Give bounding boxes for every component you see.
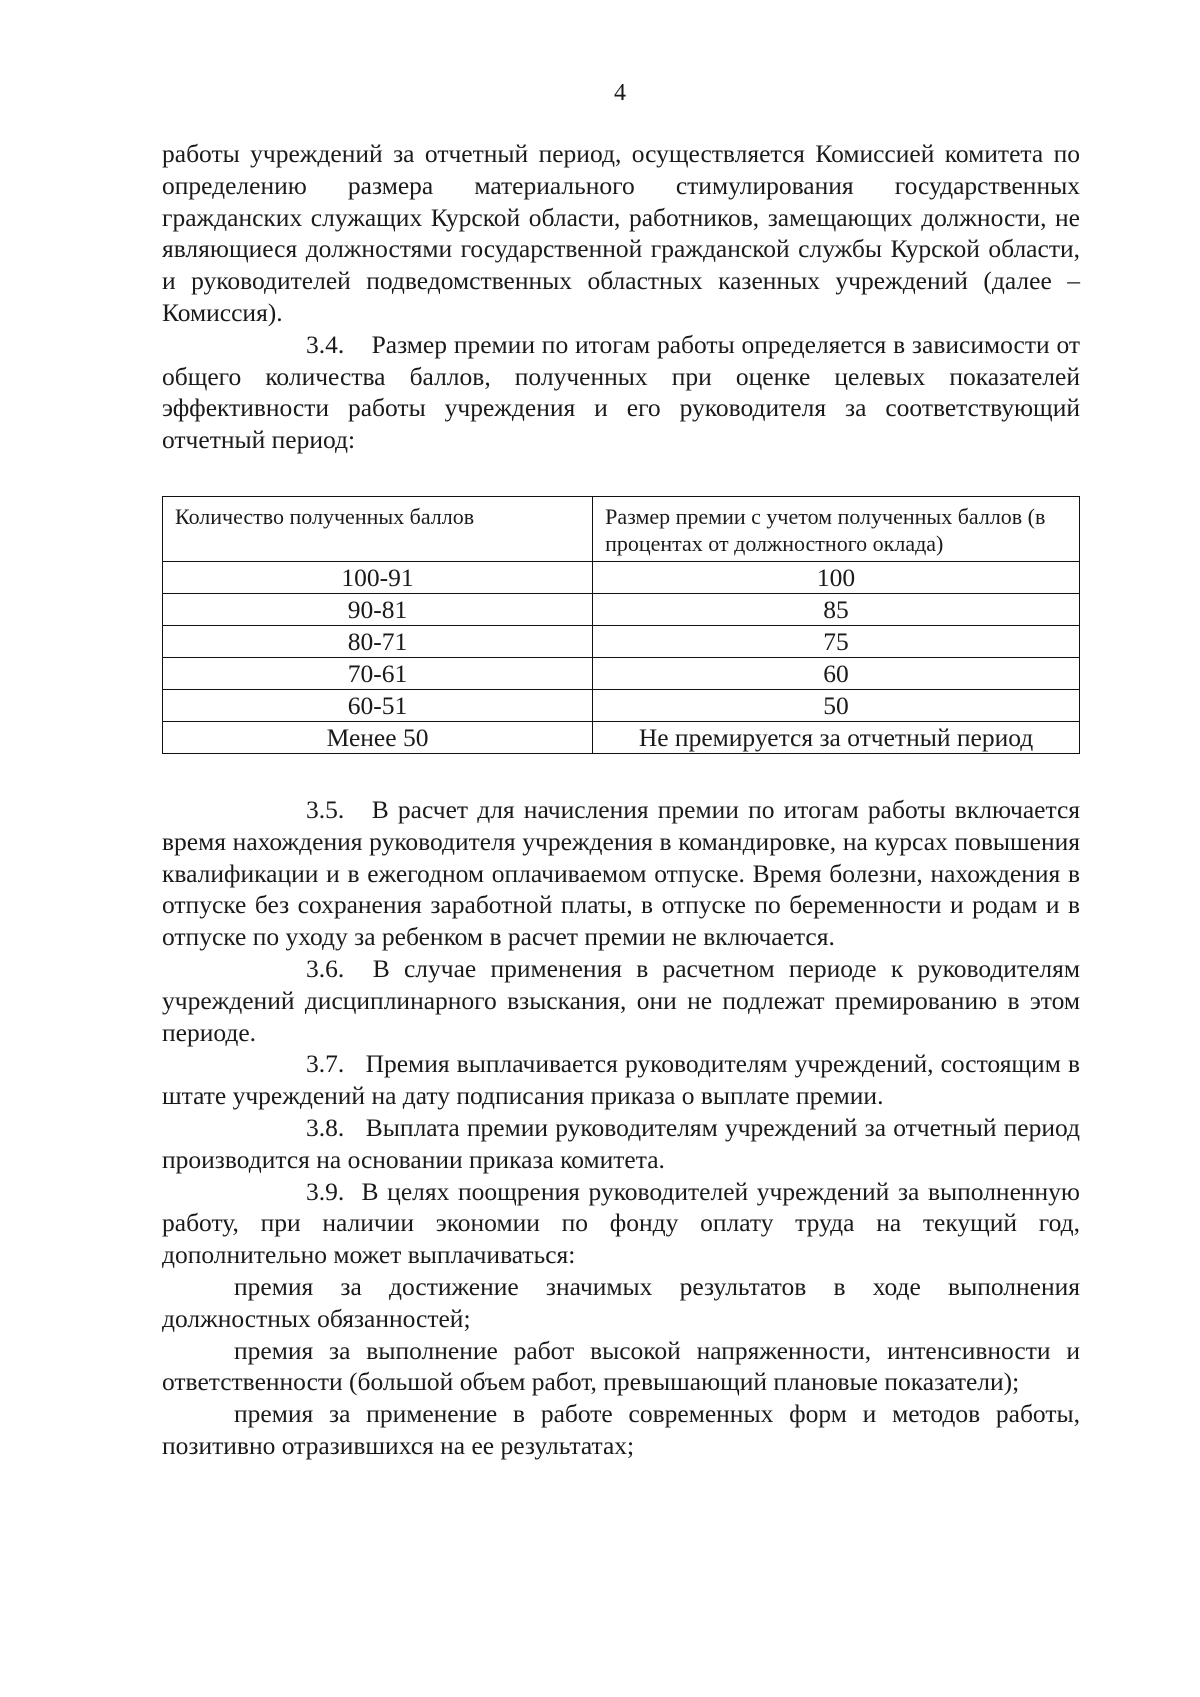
item-3-9 <box>162 1176 1080 1271</box>
table-header-row <box>163 496 1080 561</box>
item-3-8 <box>162 1112 1080 1176</box>
item-3-9-text: В целях поощрения руководителей учреждений за выполненную работу, при наличии экономии по фонду оплату труда на текущий год, дополнительно может выплачиваться: <box>162 1176 1080 1270</box>
list-item: премия за применение в работе современных форм и методов работы, позитивно отразившихся на ее результатах; <box>162 1399 1080 1460</box>
table-cell-bonus: 60 <box>593 657 1080 689</box>
table-cell-bonus: 50 <box>593 689 1080 721</box>
page-number: 4 <box>614 80 626 106</box>
table-header-bonus: Размер премии с учетом полученных баллов (в процентах от должностного оклада) <box>593 496 1080 561</box>
table-row <box>163 689 1080 721</box>
item-3-6-text: В случае применения в расчетном периоде к руководителям учреждений дисциплинарного взыскания, они не подлежат премированию в этом периоде. <box>162 953 1081 1047</box>
table-row <box>163 561 1080 593</box>
item-3-6-number: 3.6. <box>306 953 345 983</box>
table-cell-bonus: 75 <box>593 625 1080 657</box>
item-3-8-number: 3.8. <box>306 1112 345 1142</box>
bonus-table <box>162 496 1080 754</box>
item-3-7-number: 3.7. <box>306 1049 345 1079</box>
table-cell-points: 70-61 <box>163 657 593 689</box>
table-cell-bonus: 100 <box>593 561 1080 593</box>
list-item: премия за выполнение работ высокой напряженности, интенсивности и ответственности (большой объем работ, превышающий плановые показатели); <box>162 1335 1080 1397</box>
item-3-8-text: Выплата премии руководителям учреждений за отчетный период производится на основании приказа комитета. <box>162 1112 1080 1174</box>
item-3-7 <box>162 1048 1080 1112</box>
item-3-7-text: Премия выплачивается руководителям учреждений, состоящим в штате учреждений на дату подписания приказа о выплате премии. <box>162 1049 1080 1111</box>
table-cell-points: 80-71 <box>163 625 593 657</box>
table-row <box>163 721 1080 753</box>
list-item: премия за достижение значимых результатов в ходе выполнения должностных обязанностей; <box>162 1271 1080 1333</box>
item-3-4-text: Размер премии по итогам работы определяется в зависимости от общего количества баллов, полученных при оценке целевых показателей эффективности работы учреждения и его руководителя за соответствующий отчетный период: <box>162 329 1080 455</box>
item-3-9-number: 3.9. <box>306 1176 345 1206</box>
item-3-6 <box>162 953 1080 1048</box>
table-cell-bonus: Не премируется за отчетный период <box>593 721 1080 753</box>
table-header-points: Количество полученных баллов <box>163 496 593 561</box>
table-row <box>163 657 1080 689</box>
table-cell-points: 60-51 <box>163 689 593 721</box>
document-body <box>162 138 1080 1462</box>
item-3-4-number: 3.4. <box>306 329 345 359</box>
table-row <box>163 593 1080 625</box>
intro-paragraph: работы учреждений за отчетный период, осуществляется Комиссией комитета по определению размера материального стимулирования государственных гражданских служащих Курской области, работников, замещающих должности, не являющиеся должностями государственной гражданской службы Курской области, и руководителей подведомственных областных казенных учреждений (далее – Комиссия). <box>162 139 1080 327</box>
item-3-5-text: В расчет для начисления премии по итогам работы включается время нахождения руководителя учреждения в командировке, на курсах повышения квалификации и в ежегодном оплачиваемом отпуске. Время болезни, нахождения в отпуске без сохранения заработной платы, в отпуске по беременности и родам и в отпуске по уходу за ребенком в расчет премии не включается. <box>162 794 1080 952</box>
table-row <box>163 625 1080 657</box>
table-cell-points: Менее 50 <box>163 721 593 753</box>
table-cell-points: 100-91 <box>163 561 593 593</box>
table-cell-bonus: 85 <box>593 593 1080 625</box>
item-3-4 <box>162 329 1080 456</box>
item-3-5-number: 3.5. <box>306 794 345 824</box>
table-cell-points: 90-81 <box>163 593 593 625</box>
item-3-5 <box>162 794 1080 953</box>
